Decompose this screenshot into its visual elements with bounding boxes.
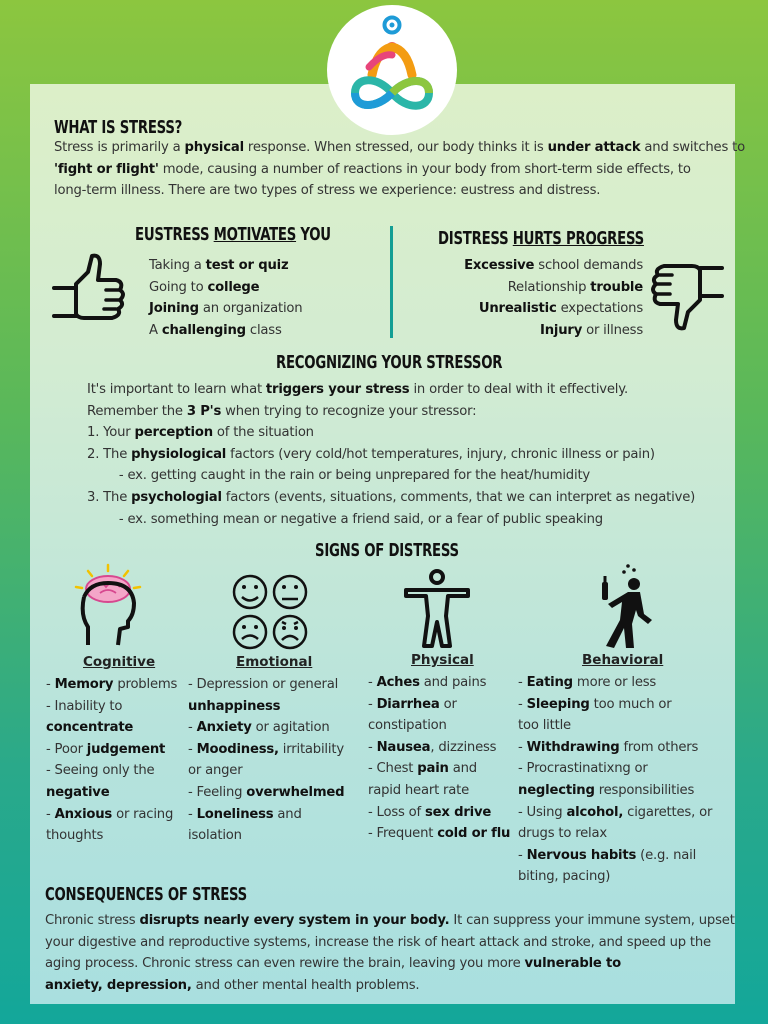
what-is-stress-title: WHAT IS STRESS? xyxy=(54,117,183,138)
list-item: Injury or illness xyxy=(540,322,643,338)
section-divider xyxy=(390,226,393,338)
physical-list: - Aches and pains - Diarrhea or constipation - Nausea, dizziness - Chest pain and rapid heart rate - Loss of sex drive - Frequent cold or flu xyxy=(368,675,511,842)
body-figure-icon xyxy=(402,568,472,650)
distress-list xyxy=(420,255,643,341)
eustress-list xyxy=(149,255,302,341)
physical-heading: Physical xyxy=(411,652,474,668)
brain-head-icon xyxy=(70,563,146,649)
consequences-text: Chronic stress disrupts nearly every system in your body. It can suppress your immune system, upset your digestive and reproductive systems, increase the risk of heart attack and stroke, and speed up the aging process. Chronic stress can even rewire the brain, leaving you more vulnerable to anxiety, depression, and other mental health problems. xyxy=(45,913,735,993)
what-is-stress-text: Stress is primarily a physical response. When stressed, our body thinks it is under attack and switches to 'fight or flight' mode, causing a number of reactions in your body from short-term side effects, to long-term illness. There are two types of stress we experience: eustress and distress. xyxy=(54,140,745,199)
cognitive-list: - Memory problems - Inability to concentrate - Poor judgement - Seeing only the negative - Anxious or racing thoughts xyxy=(46,677,178,844)
list-item: Taking a test or quiz xyxy=(149,258,289,273)
emotional-heading: Emotional xyxy=(236,654,313,670)
emotional-list: - Depression or general unhappiness - Anxiety or agitation - Moodiness, irritability or anger - Feeling overwhelmed - Loneliness and isolation xyxy=(188,677,345,844)
list-item: A challenging class xyxy=(149,322,282,338)
thumbs-up-icon xyxy=(50,252,130,326)
list-item: Excessive school demands xyxy=(464,258,643,273)
thumbs-down-icon xyxy=(646,258,726,332)
recognizing-text: It's important to learn what triggers your stress in order to deal with it effectively. Remember the 3 P's when trying to recognize your stressor: 1. Your perception of the situation 2. The physiological factors (very cold/hot temperatures, injury, chronic illness or pain) - ex. getting caught in the rain or being unprepared for the heat/humidity 3. The psychologial factors (events, situations, comments, that we can interpret as negative) - ex. something mean or negative a friend said, or a fear of public speaking xyxy=(87,382,696,527)
stumbling-person-icon xyxy=(598,562,654,650)
cognitive-heading: Cognitive xyxy=(83,654,156,670)
recognizing-title: RECOGNIZING YOUR STRESSOR xyxy=(276,352,503,373)
signs-title: SIGNS OF DISTRESS xyxy=(315,540,459,561)
meditation-logo-icon xyxy=(327,5,457,135)
list-item: Relationship trouble xyxy=(507,279,643,295)
consequences-title: CONSEQUENCES OF STRESS xyxy=(45,884,248,905)
list-item: Unrealistic expectations xyxy=(478,301,643,317)
distress-title: DISTRESS HURTS PROGRESS xyxy=(438,228,644,249)
behavioral-list: - Eating more or less - Sleeping too much or too little - Withdrawing from others - Procrastinatixng or neglecting responsibilities - Using alcohol, cigarettes, or drugs to relax - Nervous habits (e.g. nail biting, pacing) xyxy=(518,675,713,885)
eustress-title: EUSTRESS MOTIVATES YOU xyxy=(135,224,331,245)
list-item: Going to college xyxy=(149,279,260,295)
list-item: Joining an organization xyxy=(149,301,303,317)
behavioral-heading: Behavioral xyxy=(582,652,664,668)
emotion-faces-icon xyxy=(232,572,308,652)
